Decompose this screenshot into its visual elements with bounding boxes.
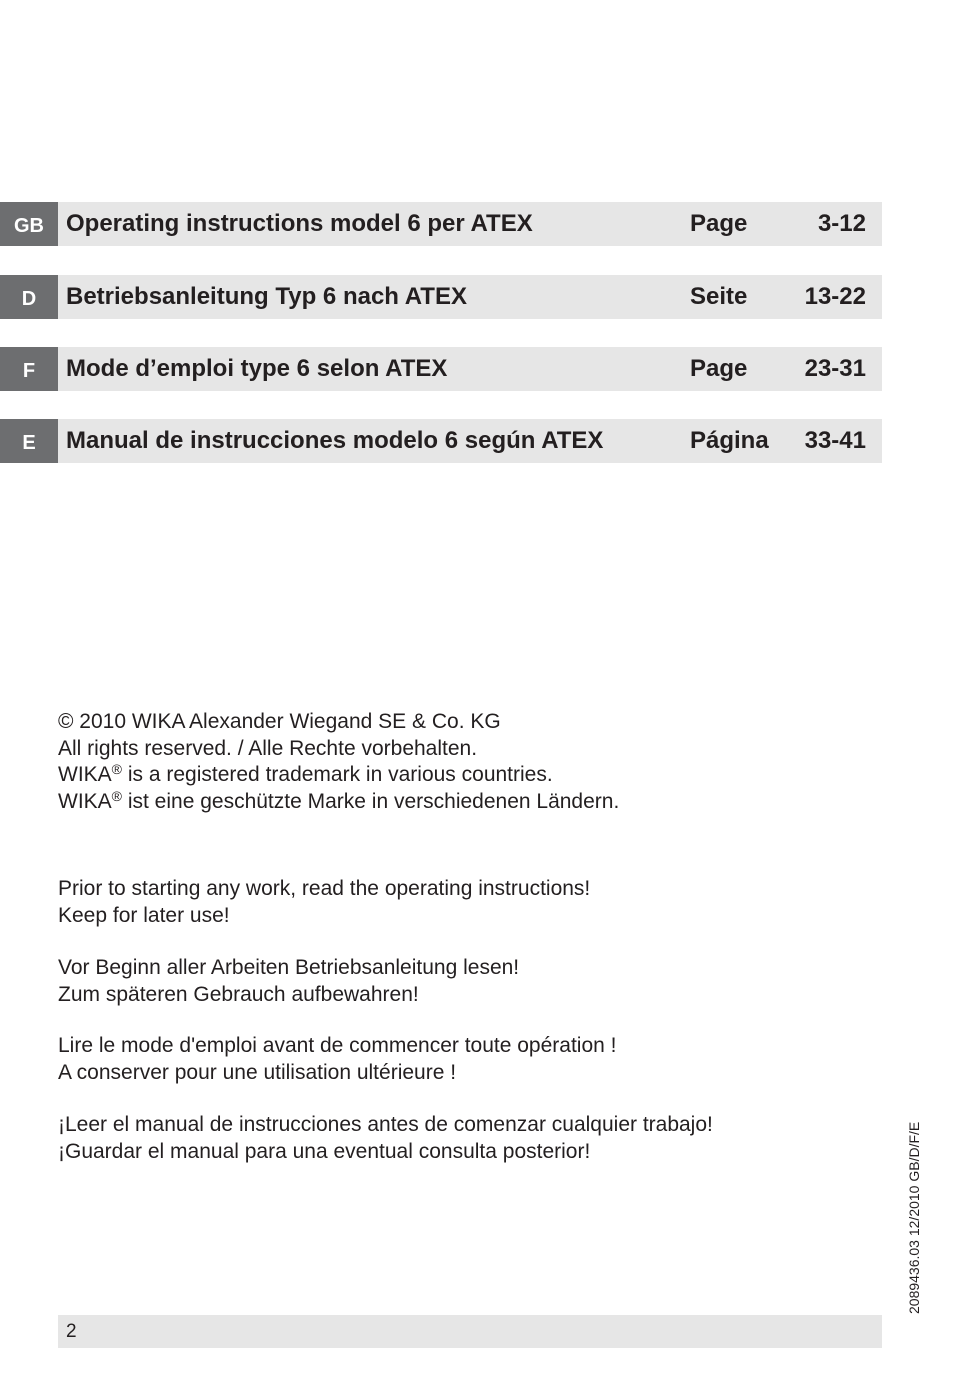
notice-line: Vor Beginn aller Arbeiten Betriebsanleitung lesen! bbox=[58, 956, 520, 979]
trademark-line-de bbox=[58, 789, 619, 816]
toc-page-word-gb: Page bbox=[690, 210, 748, 237]
document-code: 2089436.03 12/2010 GB/D/F/E bbox=[906, 1121, 922, 1314]
page-number: 2 bbox=[66, 1321, 77, 1342]
toc-row-gb[interactable] bbox=[0, 202, 882, 246]
notice-line: Prior to starting any work, read the operating instructions! bbox=[58, 877, 591, 900]
toc-range-e: 33-41 bbox=[804, 427, 866, 454]
toc-page-word-e: Página bbox=[690, 427, 769, 454]
toc-row-f[interactable] bbox=[0, 347, 882, 391]
lang-tab-d: D bbox=[0, 275, 58, 319]
footer-bar bbox=[58, 1315, 882, 1348]
toc-title-e: Manual de instrucciones modelo 6 según ATEX bbox=[66, 427, 604, 454]
notice-line: ¡Leer el manual de instrucciones antes de comenzar cualquier trabajo! bbox=[58, 1113, 713, 1136]
toc-range-d: 13-22 bbox=[804, 283, 866, 310]
toc-range-gb: 3-12 bbox=[817, 210, 866, 237]
toc-page-word-f: Page bbox=[690, 355, 748, 382]
lang-tab-f: F bbox=[0, 347, 58, 391]
rights-line: All rights reserved. / Alle Rechte vorbehalten. bbox=[58, 736, 478, 760]
registered-mark: ® bbox=[111, 787, 122, 804]
notice-line: Lire le mode d'emploi avant de commencer toute opération ! bbox=[58, 1034, 617, 1057]
copyright-line: © 2010 WIKA Alexander Wiegand SE & Co. KG bbox=[58, 710, 501, 733]
notice-fr bbox=[58, 1033, 617, 1086]
lang-tab-gb: GB bbox=[0, 202, 58, 246]
copyright-block bbox=[58, 709, 619, 815]
toc-title-gb: Operating instructions model 6 per ATEX bbox=[66, 210, 533, 237]
toc-row-d[interactable] bbox=[0, 275, 882, 319]
trademark-line-en bbox=[58, 762, 619, 789]
notice-de bbox=[58, 955, 519, 1008]
toc-row-e[interactable] bbox=[0, 419, 882, 463]
notice-line: Zum späteren Gebrauch aufbewahren! bbox=[58, 982, 419, 1006]
brand-name: WIKA bbox=[58, 789, 112, 813]
trademark-text-de: ist eine geschützte Marke in verschiedenen Ländern. bbox=[122, 789, 620, 813]
lang-tab-e: E bbox=[0, 419, 58, 463]
trademark-text-en: is a registered trademark in various countries. bbox=[122, 763, 553, 786]
notice-line: A conserver pour une utilisation ultérieure ! bbox=[58, 1060, 457, 1084]
notice-es bbox=[58, 1112, 713, 1165]
notice-en bbox=[58, 876, 590, 929]
brand-name: WIKA bbox=[58, 763, 112, 786]
notice-line: ¡Guardar el manual para una eventual consulta posterior! bbox=[58, 1139, 591, 1163]
toc-page-word-d: Seite bbox=[690, 283, 748, 310]
toc-title-d: Betriebsanleitung Typ 6 nach ATEX bbox=[66, 283, 467, 310]
toc-range-f: 23-31 bbox=[804, 355, 866, 382]
notice-line: Keep for later use! bbox=[58, 903, 230, 927]
toc-title-f: Mode d’emploi type 6 selon ATEX bbox=[66, 355, 448, 382]
registered-mark: ® bbox=[111, 761, 122, 777]
